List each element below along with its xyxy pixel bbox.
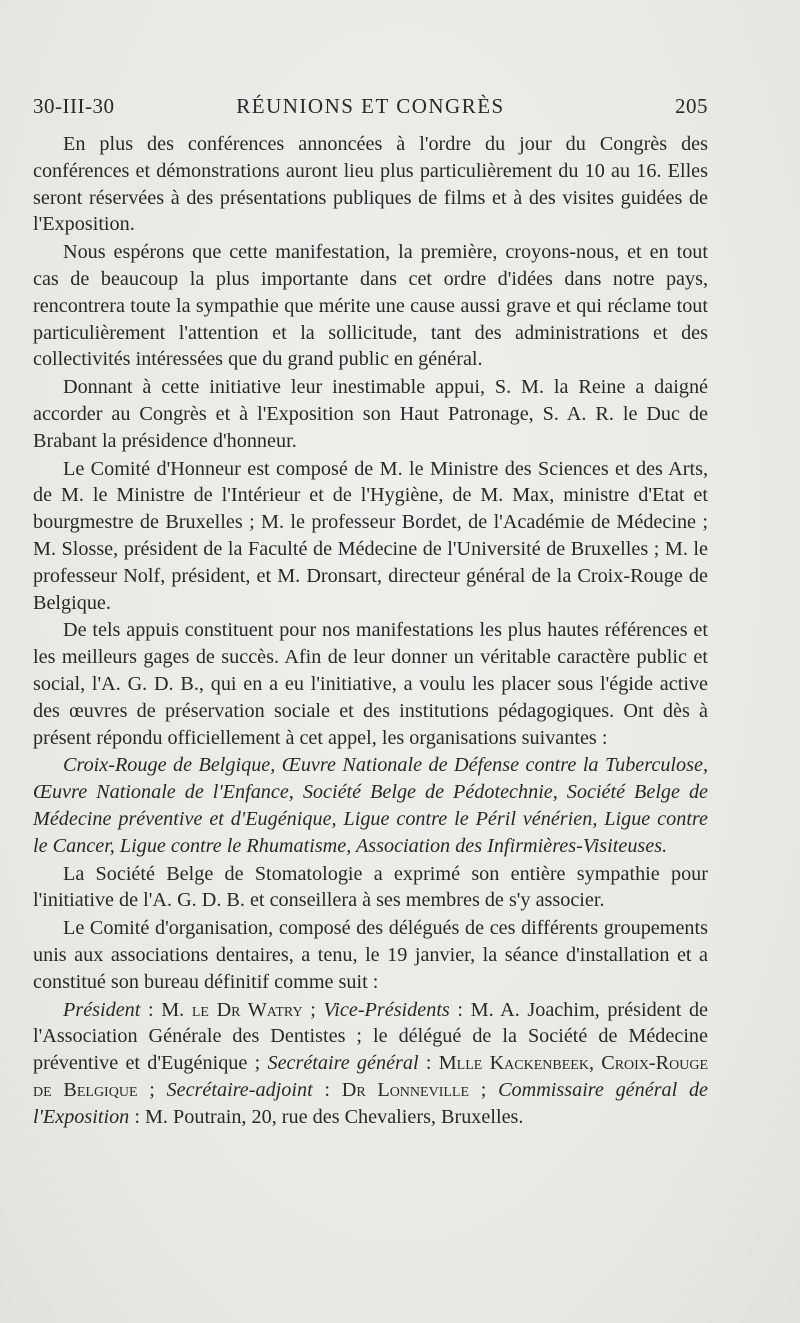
paragraph-stomatologie: La Société Belge de Stomatologie a exprimé son entière sympathie pour l'initiative de l'A. G. D. B. et conseillera à ses membres de s'y associer. <box>33 862 708 912</box>
president-label: Président <box>63 998 141 1021</box>
paragraph-comite-honneur: Le Comité d'Honneur est composé de M. le Ministre des Sciences et des Arts, de M. le Ministre de l'Intérieur et de l'Hygiène, de M. Max, ministre d'Etat et bourgmestre de Bruxelles ; M. le professeur Bordet, de l'Académie de Médecine ; M. Slosse, président de la Faculté de Médecine de l'Université de Bruxelles ; M. le professeur Nolf, président, et M. Dronsart, directeur général de la Croix-Rouge de Belgique. <box>33 457 708 614</box>
secretaire-general-text: Mlle Kackenbeek, Croix-Rouge de Belgique <box>33 1052 709 1101</box>
paragraph-comite-organisation: Le Comité d'organisation, composé des délégués de ces différents groupements unis aux associations dentaires, a tenu, le 19 janvier, la séance d'installation et a constitué son bureau définitif comme suit : <box>33 917 708 993</box>
secretaire-general-label: Secrétaire général <box>267 1052 419 1075</box>
commissaire-general-text: M. Poutrain, 20, rue des Chevaliers, Bruxelles. <box>144 1105 524 1128</box>
header-title: RÉUNIONS ET CONGRÈS <box>236 94 505 118</box>
paragraph-conferences: En plus des conférences annoncées à l'ordre du jour du Congrès des conférences et démonstrations auront lieu plus particulièrement du 10 au 16. Elles seront réservées à des présentations publiques de films et à des visites guidées de l'Exposition. <box>33 133 708 236</box>
vice-presidents-text: M. A. Joachim, président de l'Association Générale des Dentistes ; le délégué de la Société de Médecine préventive et d'Eugénique <box>33 998 709 1075</box>
page-number: 205 <box>675 94 708 118</box>
paragraph-bureau: Président : M. le Dr Watry ; Vice-Présidents : M. A. Joachim, président de l'Association Générale des Dentistes ; le délégué de la Société de Médecine préventive et d'Eugénique ; Secrétaire général : Mlle Kackenbeek, Croix-Rouge de Belgique ; Secrétaire-adjoint : Dr Lonneville ; Commissaire général de l'Exposition : M. Poutrain, 20, rue des Chevaliers, Bruxelles. <box>33 998 709 1128</box>
article-body <box>33 131 708 1130</box>
commissaire-general-label: Commissaire général de l'Exposition <box>33 1078 709 1128</box>
secretaire-adjoint-text: Dr Lonneville <box>341 1078 470 1101</box>
secretaire-adjoint-label: Secrétaire-adjoint <box>166 1078 313 1101</box>
paragraph-appuis: De tels appuis constituent pour nos manifestations les plus hautes références et les meilleurs gages de succès. Afin de leur donner un véritable caractère public et social, l'A. G. D. B., qui en a eu l'initiative, a voulu les placer sous l'égide active des œuvres de préservation sociale et des institutions pédagogiques. Ont dès à présent répondu officiellement à cet appel, les organisations suivantes : <box>33 619 708 749</box>
organisations-list-text: Croix-Rouge de Belgique, Œuvre Nationale de Défense contre la Tuberculose, Œuvre Nationale de l'Enfance, Société Belge de Pédotechnie, Société Belge de Médecine préventive et d'Eugénique, Ligue contre le Péril vénérien, Ligue contre le Cancer, Ligue contre le Rhumatisme, Association des Infirmières-Visiteuses. <box>33 754 708 857</box>
president-name: M. le Dr Watry <box>161 998 303 1021</box>
running-header <box>33 94 708 124</box>
paragraph-manifestation: Nous espérons que cette manifestation, la première, croyons-nous, et en tout cas de beaucoup la plus importante dans cet ordre d'idées dans notre pays, rencontrera toute la sympathie que mérite une cause aussi grave et qui réclame tout particulièrement l'attention et la sollicitude, tant des administrations et des collectivités intéressées que du grand public en général. <box>33 241 708 371</box>
header-date: 30-III-30 <box>33 94 115 118</box>
vice-presidents-label: Vice-Présidents <box>323 998 450 1021</box>
paragraph-patronage: Donnant à cette initiative leur inestimable appui, S. M. la Reine a daigné accorder au Congrès et à l'Exposition son Haut Patronage, S. A. R. le Duc de Brabant la présidence d'honneur. <box>33 376 708 452</box>
paragraph-organisations-list <box>33 752 708 859</box>
